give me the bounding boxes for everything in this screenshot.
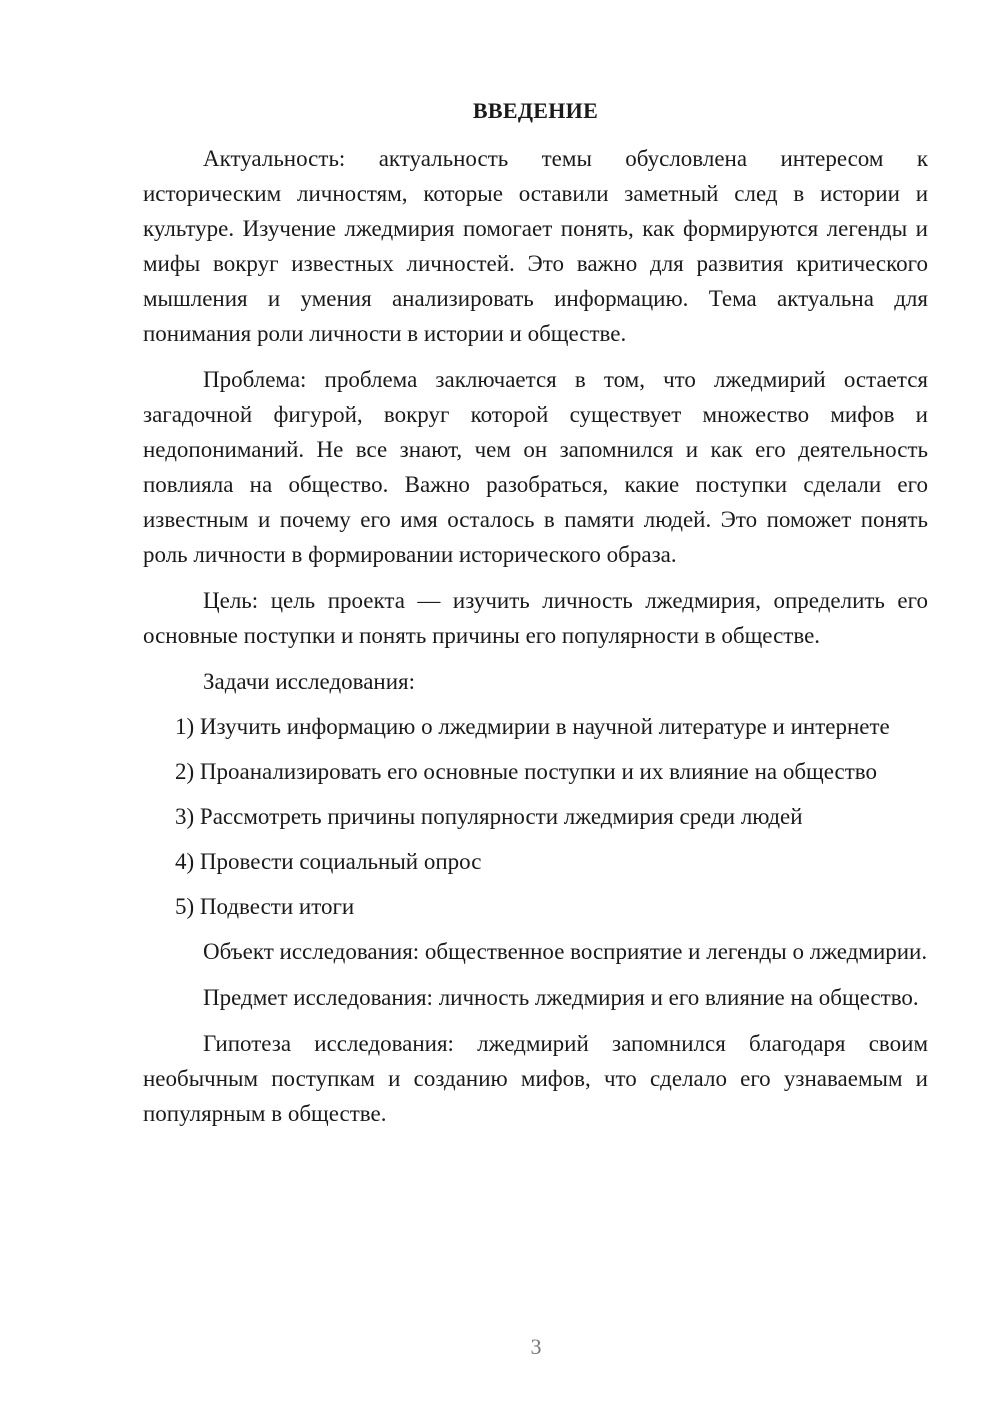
paragraph-goal: Цель: цель проекта — изучить личность лжедмирия, определить его основные поступки и понять причины его популярности в обществе. [143,588,928,648]
page-title: ВВЕДЕНИЕ [472,98,599,123]
list-item: 3) Рассмотреть причины популярности лжедмирия среди людей [175,804,803,829]
list-item: 2) Проанализировать его основные поступки и их влияние на общество [175,759,877,784]
page-number: 3 [530,1334,542,1359]
list-item: 1) Изучить информацию о лжедмирии в научной литературе и интернете [175,714,890,739]
paragraph-problem: Проблема: проблема заключается в том, что лжедмирий остается загадочной фигурой, вокруг которой существует множество мифов и недопониманий. Не все знают, чем он запомнился и как его деятельность повлияла на общество. Важно разобраться, какие поступки сделали его известным и почему его имя осталось в памяти людей. Это поможет понять роль личности в формировании исторического образа. [143,367,928,567]
list-item: 4) Провести социальный опрос [175,849,482,874]
tasks-list [143,709,928,924]
paragraph-hypothesis: Гипотеза исследования: лжедмирий запомнился благодаря своим необычным поступкам и созданию мифов, что сделало его узнаваемым и популярным в обществе. [143,1031,928,1126]
list-item: 5) Подвести итоги [175,894,355,919]
paragraph-object: Объект исследования: общественное восприятие и легенды о лжедмирии. [203,939,928,964]
page-body [143,94,928,1142]
paragraph-subject: Предмет исследования: личность лжедмирия и его влияние на общество. [203,985,919,1010]
paragraph-relevance: Актуальность: актуальность темы обусловлена интересом к историческим личностям, которые оставили заметный след в истории и культуре. Изучение лжедмирия помогает понять, как формируются легенды и мифы вокруг известных личностей. Это важно для развития критического мышления и умения анализировать информацию. Тема актуальна для понимания роли личности в истории и обществе. [143,146,928,346]
tasks-heading: Задачи исследования: [203,669,416,694]
